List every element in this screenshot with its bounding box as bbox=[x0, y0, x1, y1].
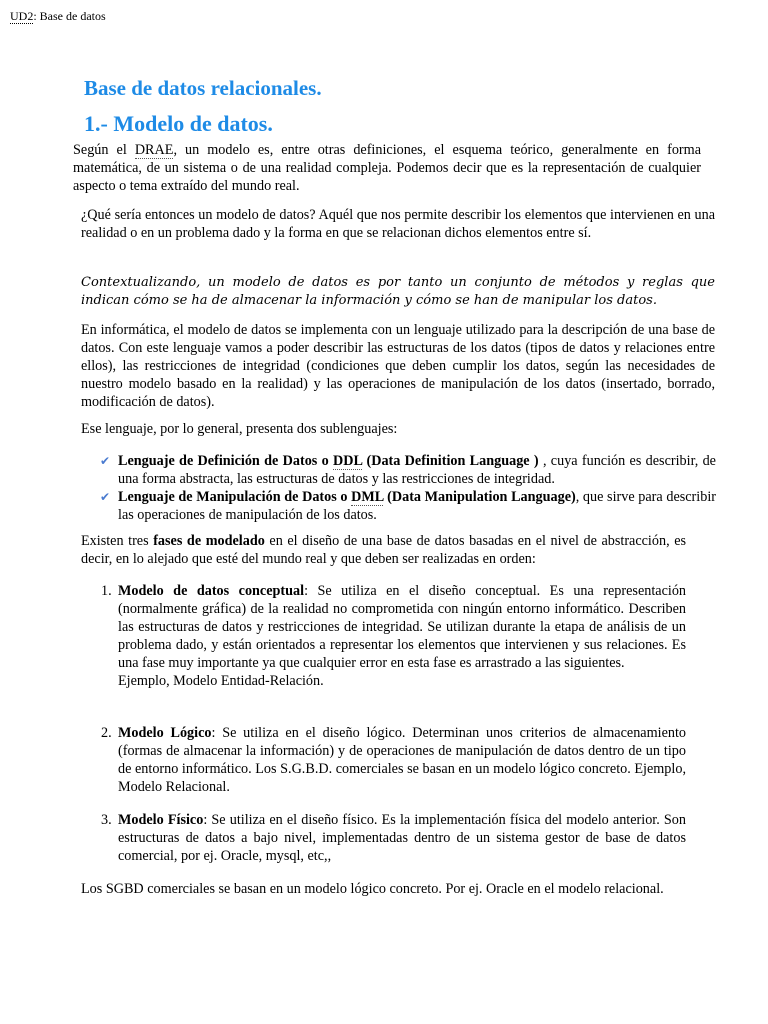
bullet-item-ddl: ✔ Lenguaje de Definición de Datos o DDL (Data Definition Language ) , cuya función es describir, de una forma abstracta, las estructuras de datos y las restricciones de integridad. bbox=[100, 453, 716, 487]
page-header bbox=[10, 9, 106, 24]
list-item-conceptual: 1. Modelo de datos conceptual: Se utiliza en el diseño conceptual. Es una representación (normalmente gráfica) de la realidad no comprometida con ningún entorno informático. Describen las estructuras de datos y restricciones de integridad. Se utilizan durante la etapa de análisis de un problema dado, y están orientados a representar los elementos que intervienen y sus relaciones. Es una fase muy importante ya que cualquier error en esta fase es arrastrado a las siguientes. Ejemplo, Modelo Entidad-Relación. bbox=[101, 583, 687, 689]
checkmark-icon: ✔ bbox=[100, 454, 111, 468]
ddl-abbr: DDL bbox=[333, 453, 363, 469]
list-item-logico: 2. Modelo Lógico: Se utiliza en el diseño lógico. Determinan unos criterios de almacenamiento (formas de almacenar la información) y de operaciones de manipulación de datos dentro de un tipo de entorno informático. Los S.G.B.D. comerciales se basan en un modelo lógico concreto. Ejemplo, Modelo Relacional. bbox=[101, 725, 686, 795]
list-item-fisico: 3. Modelo Físico: Se utiliza en el diseño físico. Es la implementación física del modelo anterior. Son estructuras de datos a bajo nivel, implementadas dentro de un sistema gestor de base de datos comercial, por ej. Oracle, mysql, etc,, bbox=[101, 812, 686, 864]
paragraph-phases: Existen tres fases de modelado en el diseño de una base de datos basadas en el nivel de abstracción, es decir, en lo alejado que esté del mundo real y que deben ser realizadas en orden: bbox=[81, 533, 687, 567]
paragraph-sgbd: Los SGBD comerciales se basan en un modelo lógico concreto. Por ej. Oracle en el modelo relacional. bbox=[81, 881, 664, 897]
drae-abbr: DRAE bbox=[134, 142, 174, 158]
header-unit: UD2 bbox=[10, 9, 34, 23]
header-title: : Base de datos bbox=[33, 9, 106, 23]
paragraph-question: ¿Qué sería entonces un modelo de datos? Aquél que nos permite describir los elementos que intervienen en una realidad o en un problema dado y la forma en que se relacionan dichos elementos entre sí. bbox=[81, 207, 715, 241]
paragraph-context-italic: Contextualizando, un modelo de datos es por tanto un conjunto de métodos y reglas que indican cómo se ha de almacenar la información y cómo se han de manipular los datos. bbox=[81, 275, 715, 308]
dml-abbr: DML bbox=[351, 489, 384, 505]
paragraph-informatica: En informática, el modelo de datos se implementa con un lenguaje utilizado para la descripción de una base de datos. Con este lenguaje vamos a poder describir las estructuras de los datos (tipos de datos y relaciones entre ellos), las restricciones de integridad (condiciones que deben cumplir los datos, según las necesidades de nuestro modelo basado en la realidad) y las operaciones de manipulación de los datos (insertado, borrado, modificación de datos). bbox=[81, 322, 715, 410]
main-title: Base de datos relacionales. bbox=[84, 76, 322, 100]
checkmark-icon: ✔ bbox=[100, 490, 111, 504]
bullet-item-dml: ✔ Lenguaje de Manipulación de Datos o DML (Data Manipulation Language), que sirve para describir las operaciones de manipulación de los datos. bbox=[100, 489, 716, 523]
paragraph-definition: Según el DRAE, un modelo es, entre otras definiciones, el esquema teórico, generalmente en forma matemática, de un sistema o de una realidad compleja. Podemos decir que es la representación de cualquier aspecto o tema extraído del mundo real. bbox=[73, 142, 701, 194]
section-title: 1.- Modelo de datos. bbox=[84, 111, 273, 136]
paragraph-sublanguages-intro: Ese lenguaje, por lo general, presenta dos sublenguajes: bbox=[81, 421, 398, 437]
